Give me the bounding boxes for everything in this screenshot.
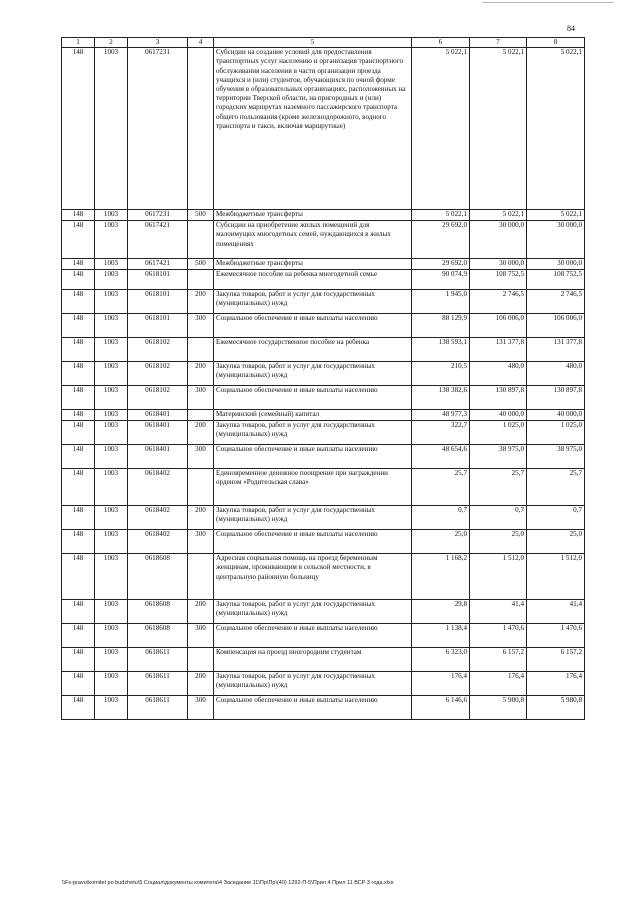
cell-amount-1: 176,4: [412, 672, 470, 696]
cell-section-code: 1003: [95, 469, 128, 506]
cell-amount-2: 108 752,5: [470, 270, 527, 290]
cell-section-code: 1003: [95, 362, 128, 386]
cell-amount-2: 25,0: [470, 530, 527, 554]
cell-amount-1: 138 382,6: [412, 386, 470, 410]
cell-target-article: 0618402: [128, 530, 188, 554]
cell-target-article: 0617231: [128, 48, 188, 210]
cell-target-article: 0618402: [128, 506, 188, 530]
cell-section-code: 1003: [95, 210, 128, 221]
table-row: [62, 648, 585, 672]
cell-expense-type: 500: [188, 210, 214, 221]
cell-target-article: 0618102: [128, 362, 188, 386]
cell-amount-3: 30 000,0: [527, 221, 585, 259]
cell-amount-2: 131 377,8: [470, 338, 527, 362]
cell-amount-3: 108 752,5: [527, 270, 585, 290]
header-cell: 1: [62, 38, 95, 48]
cell-section-code: 1003: [95, 270, 128, 290]
table-row: [62, 554, 585, 600]
cell-expense-type: 500: [188, 259, 214, 270]
cell-description: Социальное обеспечение и иные выплаты населению: [214, 696, 412, 720]
cell-expense-type: [188, 338, 214, 362]
cell-amount-1: 6 146,6: [412, 696, 470, 720]
cell-description: Закупка товаров, работ и услуг для государственных (муниципальных) нужд: [214, 421, 412, 445]
cell-section-code: 1003: [95, 600, 128, 624]
cell-target-article: 0618102: [128, 338, 188, 362]
table-row: [62, 445, 585, 469]
cell-section-code: 1003: [95, 506, 128, 530]
cell-section-code: 1003: [95, 290, 128, 314]
cell-target-article: 0617231: [128, 210, 188, 221]
cell-amount-3: 38 975,0: [527, 445, 585, 469]
cell-amount-2: 480,0: [470, 362, 527, 386]
cell-target-article: 0618608: [128, 554, 188, 600]
cell-section-code: 1003: [95, 696, 128, 720]
cell-description: Ежемесячное пособие на ребенка многодетной семье: [214, 270, 412, 290]
cell-target-article: 0617421: [128, 221, 188, 259]
cell-amount-2: 0,7: [470, 506, 527, 530]
table-row: [62, 338, 585, 362]
cell-description: Социальное обеспечение и иные выплаты населению: [214, 624, 412, 648]
header-cell: 8: [527, 38, 585, 48]
cell-ministry-code: 148: [62, 696, 95, 720]
cell-target-article: 0618608: [128, 624, 188, 648]
cell-amount-3: 5 022,1: [527, 210, 585, 221]
cell-target-article: 0618611: [128, 696, 188, 720]
cell-expense-type: [188, 410, 214, 421]
cell-amount-1: 322,7: [412, 421, 470, 445]
page-number: 84: [567, 24, 575, 33]
cell-ministry-code: 148: [62, 421, 95, 445]
cell-description: Межбюджетные трансферты: [214, 259, 412, 270]
cell-amount-1: 1 138,4: [412, 624, 470, 648]
cell-ministry-code: 148: [62, 530, 95, 554]
header-cell: 3: [128, 38, 188, 48]
cell-description: Субсидии на приобретение жилых помещений для малоимущих многодетных семей, нуждающихся в жилых помещениях: [214, 221, 412, 259]
cell-amount-1: 48 977,3: [412, 410, 470, 421]
cell-target-article: 0617421: [128, 259, 188, 270]
table-row: [62, 469, 585, 506]
cell-section-code: 1003: [95, 554, 128, 600]
top-rule: [482, 2, 614, 3]
cell-target-article: 0618611: [128, 672, 188, 696]
cell-amount-1: 29 692,0: [412, 259, 470, 270]
cell-section-code: 1003: [95, 338, 128, 362]
cell-amount-2: 1 025,0: [470, 421, 527, 445]
cell-amount-1: 25,0: [412, 530, 470, 554]
cell-description: Социальное обеспечение и иные выплаты населению: [214, 445, 412, 469]
table-row: [62, 386, 585, 410]
cell-amount-1: 5 022,1: [412, 48, 470, 210]
header-cell: 4: [188, 38, 214, 48]
table-row: [62, 362, 585, 386]
cell-ministry-code: 148: [62, 362, 95, 386]
table-row: [62, 672, 585, 696]
cell-ministry-code: 148: [62, 554, 95, 600]
cell-amount-3: 176,4: [527, 672, 585, 696]
cell-description: Субсидии на создание условий для предоставления транспортных услуг населению и организация транспортного обслуживания населения в части организации проезда учащихся и (или) студентов, обучающихся по очной форме обучения в образовательных организациях, расположенных на территории Тверской области, на пригородных и (или) городских маршрутах наземного пассажирского транспорта общего пользования (кроме железнодорожного, водного транспорта и такси, включая маршрутные): [214, 48, 412, 210]
cell-amount-3: 5 980,8: [527, 696, 585, 720]
table-row: [62, 506, 585, 530]
cell-ministry-code: 148: [62, 506, 95, 530]
cell-ministry-code: 148: [62, 600, 95, 624]
cell-target-article: 0618101: [128, 290, 188, 314]
cell-ministry-code: 148: [62, 410, 95, 421]
cell-amount-3: 5 022,1: [527, 48, 585, 210]
table-row: [62, 270, 585, 290]
cell-ministry-code: 148: [62, 290, 95, 314]
cell-amount-2: 176,4: [470, 672, 527, 696]
cell-description: Ежемесячное государственное пособие на ребенка: [214, 338, 412, 362]
cell-ministry-code: 148: [62, 624, 95, 648]
cell-section-code: 1003: [95, 386, 128, 410]
cell-amount-3: 25,7: [527, 469, 585, 506]
cell-description: Закупка товаров, работ и услуг для государственных (муниципальных) нужд: [214, 290, 412, 314]
cell-ministry-code: 148: [62, 270, 95, 290]
table-row: [62, 530, 585, 554]
cell-amount-3: 131 377,8: [527, 338, 585, 362]
cell-amount-3: 40 000,0: [527, 410, 585, 421]
table-row: [62, 314, 585, 338]
cell-amount-2: 40 000,0: [470, 410, 527, 421]
header-cell: 7: [470, 38, 527, 48]
cell-amount-1: 138 593,1: [412, 338, 470, 362]
cell-ministry-code: 148: [62, 210, 95, 221]
cell-amount-1: 1 168,2: [412, 554, 470, 600]
cell-amount-2: 25,7: [470, 469, 527, 506]
cell-description: Закупка товаров, работ и услуг для государственных (муниципальных) нужд: [214, 506, 412, 530]
cell-target-article: 0618401: [128, 421, 188, 445]
cell-section-code: 1003: [95, 314, 128, 338]
cell-ministry-code: 148: [62, 259, 95, 270]
cell-expense-type: 200: [188, 672, 214, 696]
table-row: [62, 696, 585, 720]
cell-target-article: 0618401: [128, 445, 188, 469]
cell-section-code: 1003: [95, 410, 128, 421]
cell-amount-1: 5 022,1: [412, 210, 470, 221]
cell-ministry-code: 148: [62, 338, 95, 362]
cell-amount-3: 1 025,0: [527, 421, 585, 445]
cell-expense-type: [188, 469, 214, 506]
cell-amount-2: 6 157,2: [470, 648, 527, 672]
cell-amount-1: 90 074,9: [412, 270, 470, 290]
cell-section-code: 1003: [95, 421, 128, 445]
file-path-footer: \\Fs-pravo\komitet po budzhetu\5 Социал\документы комитета\4 Заседание 11\Пр\Пр\(40) 1292-П-5\Прил 4 Прил 11 ВСР 3 года.xlsx: [62, 880, 394, 886]
cell-expense-type: [188, 648, 214, 672]
cell-expense-type: 200: [188, 600, 214, 624]
cell-amount-2: 130 897,8: [470, 386, 527, 410]
cell-amount-3: 30 000,0: [527, 259, 585, 270]
cell-amount-1: 48 654,6: [412, 445, 470, 469]
table-row: [62, 221, 585, 259]
cell-ministry-code: 148: [62, 221, 95, 259]
cell-expense-type: [188, 554, 214, 600]
cell-target-article: 0618401: [128, 410, 188, 421]
cell-amount-2: 5 022,1: [470, 210, 527, 221]
cell-target-article: 0618402: [128, 469, 188, 506]
cell-section-code: 1003: [95, 624, 128, 648]
budget-table: [61, 37, 585, 720]
cell-amount-3: 6 157,2: [527, 648, 585, 672]
table-row: [62, 259, 585, 270]
cell-section-code: 1003: [95, 259, 128, 270]
cell-amount-1: 29 692,0: [412, 221, 470, 259]
cell-amount-2: 30 000,0: [470, 221, 527, 259]
cell-target-article: 0618101: [128, 314, 188, 338]
header-row: [62, 38, 585, 48]
cell-amount-1: 0,7: [412, 506, 470, 530]
cell-amount-3: 130 897,8: [527, 386, 585, 410]
cell-amount-1: 210,5: [412, 362, 470, 386]
cell-section-code: 1003: [95, 48, 128, 210]
cell-description: Социальное обеспечение и иные выплаты населению: [214, 314, 412, 338]
cell-amount-2: 1 470,6: [470, 624, 527, 648]
table-row: [62, 600, 585, 624]
table-row: [62, 410, 585, 421]
cell-ministry-code: 148: [62, 445, 95, 469]
cell-amount-2: 41,4: [470, 600, 527, 624]
cell-description: Закупка товаров, работ и услуг для государственных (муниципальных) нужд: [214, 362, 412, 386]
cell-amount-3: 106 006,0: [527, 314, 585, 338]
cell-amount-2: 5 022,1: [470, 48, 527, 210]
cell-target-article: 0618102: [128, 386, 188, 410]
cell-amount-3: 480,0: [527, 362, 585, 386]
cell-amount-3: 41,4: [527, 600, 585, 624]
cell-amount-1: 1 945,0: [412, 290, 470, 314]
table-row: [62, 210, 585, 221]
cell-description: Компенсация на проезд иногородним студентам: [214, 648, 412, 672]
cell-section-code: 1003: [95, 672, 128, 696]
cell-ministry-code: 148: [62, 48, 95, 210]
cell-amount-3: 0,7: [527, 506, 585, 530]
cell-ministry-code: 148: [62, 469, 95, 506]
cell-ministry-code: 148: [62, 648, 95, 672]
table-row: [62, 290, 585, 314]
cell-description: Социальное обеспечение и иные выплаты населению: [214, 386, 412, 410]
cell-expense-type: 300: [188, 445, 214, 469]
cell-description: Социальное обеспечение и иные выплаты населению: [214, 530, 412, 554]
cell-expense-type: 300: [188, 696, 214, 720]
cell-description: Единовременное денежное поощрение при награждении орденом «Родительская слава»: [214, 469, 412, 506]
header-cell: 2: [95, 38, 128, 48]
cell-amount-3: 25,0: [527, 530, 585, 554]
cell-expense-type: [188, 270, 214, 290]
cell-amount-3: 2 746,5: [527, 290, 585, 314]
cell-expense-type: 300: [188, 386, 214, 410]
cell-amount-2: 30 000,0: [470, 259, 527, 270]
cell-description: Закупка товаров, работ и услуг для государственных (муниципальных) нужд: [214, 672, 412, 696]
cell-expense-type: [188, 221, 214, 259]
table-row: [62, 48, 585, 210]
cell-description: Материнский (семейный) капитал: [214, 410, 412, 421]
cell-amount-2: 2 746,5: [470, 290, 527, 314]
cell-expense-type: [188, 48, 214, 210]
cell-description: Межбюджетные трансферты: [214, 210, 412, 221]
cell-amount-1: 25,7: [412, 469, 470, 506]
cell-expense-type: 200: [188, 506, 214, 530]
cell-target-article: 0618608: [128, 600, 188, 624]
cell-ministry-code: 148: [62, 672, 95, 696]
header-cell: 5: [214, 38, 412, 48]
cell-amount-1: 6 323,0: [412, 648, 470, 672]
cell-ministry-code: 148: [62, 386, 95, 410]
header-cell: 6: [412, 38, 470, 48]
cell-amount-1: 88 129,9: [412, 314, 470, 338]
table-row: [62, 421, 585, 445]
cell-amount-2: 38 975,0: [470, 445, 527, 469]
cell-expense-type: 300: [188, 530, 214, 554]
cell-expense-type: 200: [188, 290, 214, 314]
cell-amount-3: 1 470,6: [527, 624, 585, 648]
cell-amount-2: 5 980,8: [470, 696, 527, 720]
cell-amount-2: 1 512,0: [470, 554, 527, 600]
cell-target-article: 0618611: [128, 648, 188, 672]
cell-expense-type: 300: [188, 314, 214, 338]
cell-amount-3: 1 512,0: [527, 554, 585, 600]
cell-description: Адресная социальная помощь на проезд беременным женщинам, проживающим в сельской местности, в центральную районную больницу: [214, 554, 412, 600]
cell-section-code: 1003: [95, 445, 128, 469]
cell-amount-1: 29,8: [412, 600, 470, 624]
table-row: [62, 624, 585, 648]
cell-description: Закупка товаров, работ и услуг для государственных (муниципальных) нужд: [214, 600, 412, 624]
cell-amount-2: 106 006,0: [470, 314, 527, 338]
cell-target-article: 0618101: [128, 270, 188, 290]
cell-expense-type: 200: [188, 421, 214, 445]
cell-ministry-code: 148: [62, 314, 95, 338]
cell-expense-type: 300: [188, 624, 214, 648]
cell-section-code: 1003: [95, 530, 128, 554]
cell-section-code: 1003: [95, 648, 128, 672]
cell-section-code: 1003: [95, 221, 128, 259]
cell-expense-type: 200: [188, 362, 214, 386]
